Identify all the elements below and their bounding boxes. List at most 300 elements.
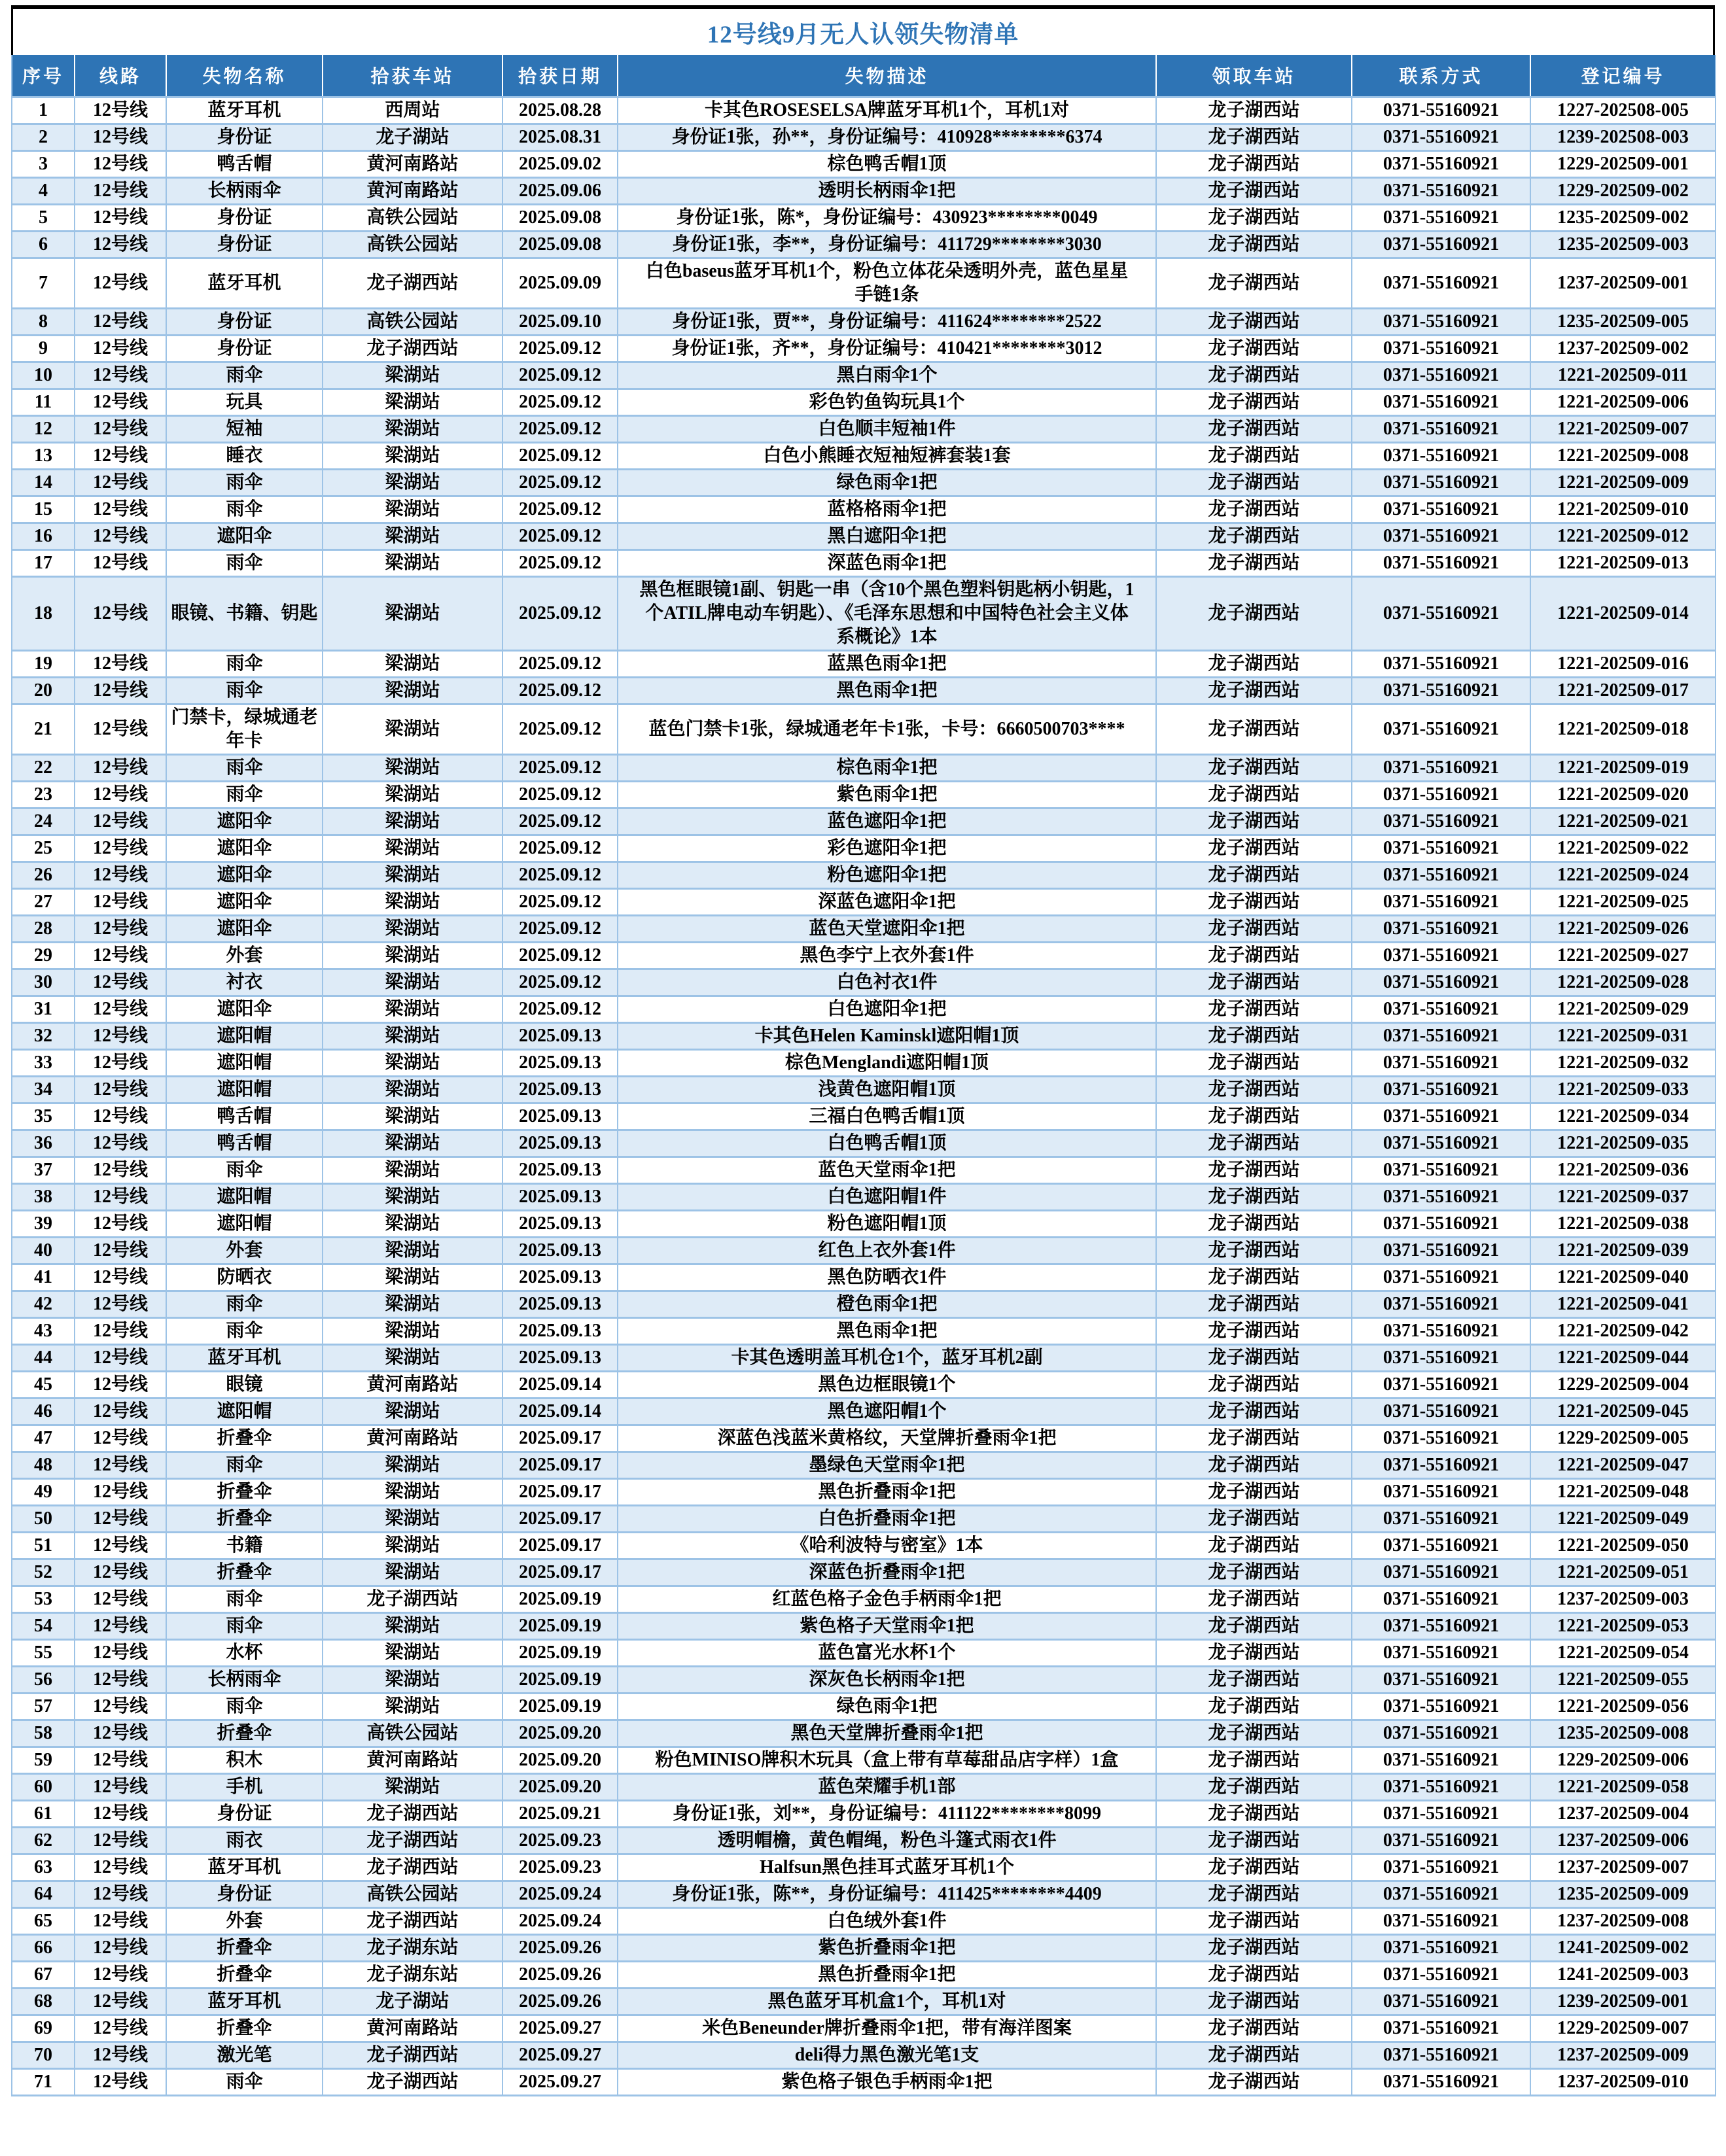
cell-description: 蓝色天堂遮阳伞1把 — [618, 915, 1156, 942]
cell-claim-station: 龙子湖西站 — [1156, 1773, 1352, 1800]
cell-found-station: 龙子湖站 — [323, 124, 502, 150]
cell-reg-number: 1221-202509-036 — [1530, 1156, 1716, 1183]
cell-claim-station: 龙子湖西站 — [1156, 754, 1352, 781]
cell-found-date: 2025.09.13 — [502, 1344, 618, 1371]
cell-item-name: 雨伞 — [166, 1452, 323, 1478]
cell-line: 12号线 — [75, 1156, 166, 1183]
cell-found-date: 2025.09.14 — [502, 1371, 618, 1398]
cell-line: 12号线 — [75, 942, 166, 969]
cell-description: 蓝色富光水杯1个 — [618, 1639, 1156, 1666]
cell-contact: 0371-55160921 — [1352, 549, 1530, 576]
table-row — [12, 1559, 1716, 1586]
cell-contact: 0371-55160921 — [1352, 523, 1530, 549]
column-header-found-date: 拾获日期 — [502, 55, 618, 97]
cell-reg-number: 1221-202509-026 — [1530, 915, 1716, 942]
cell-claim-station: 龙子湖西站 — [1156, 1237, 1352, 1264]
cell-line: 12号线 — [75, 861, 166, 888]
cell-item-name: 鸭舌帽 — [166, 1130, 323, 1156]
cell-found-station: 梁湖站 — [323, 1559, 502, 1586]
cell-found-station: 梁湖站 — [323, 1505, 502, 1532]
cell-item-name: 外套 — [166, 1907, 323, 1934]
cell-line: 12号线 — [75, 1183, 166, 1210]
cell-description: 蓝色遮阳伞1把 — [618, 808, 1156, 835]
cell-line: 12号线 — [75, 308, 166, 335]
cell-found-station: 龙子湖西站 — [323, 2068, 502, 2095]
cell-found-station: 梁湖站 — [323, 1773, 502, 1800]
cell-description: 白色遮阳帽1件 — [618, 1183, 1156, 1210]
cell-contact: 0371-55160921 — [1352, 781, 1530, 808]
cell-description: 橙色雨伞1把 — [618, 1291, 1156, 1317]
cell-contact: 0371-55160921 — [1352, 204, 1530, 231]
cell-claim-station: 龙子湖西站 — [1156, 231, 1352, 258]
cell-item-name: 身份证 — [166, 1800, 323, 1827]
cell-found-station: 黄河南路站 — [323, 1747, 502, 1773]
cell-contact: 0371-55160921 — [1352, 915, 1530, 942]
cell-item-name: 雨伞 — [166, 754, 323, 781]
cell-description: 白色衬衣1件 — [618, 969, 1156, 996]
cell-serial: 10 — [12, 362, 75, 389]
table-body — [12, 97, 1716, 2095]
cell-item-name: 身份证 — [166, 308, 323, 335]
table-row — [12, 1103, 1716, 1130]
cell-contact: 0371-55160921 — [1352, 1612, 1530, 1639]
cell-line: 12号线 — [75, 1210, 166, 1237]
cell-reg-number: 1241-202509-002 — [1530, 1934, 1716, 1961]
cell-contact: 0371-55160921 — [1352, 1425, 1530, 1452]
cell-contact: 0371-55160921 — [1352, 1237, 1530, 1264]
cell-serial: 19 — [12, 650, 75, 677]
cell-contact: 0371-55160921 — [1352, 1720, 1530, 1747]
cell-line: 12号线 — [75, 1961, 166, 1988]
cell-contact: 0371-55160921 — [1352, 1693, 1530, 1720]
cell-serial: 58 — [12, 1720, 75, 1747]
cell-contact: 0371-55160921 — [1352, 1747, 1530, 1773]
cell-contact: 0371-55160921 — [1352, 576, 1530, 650]
cell-claim-station: 龙子湖西站 — [1156, 1452, 1352, 1478]
table-row — [12, 1854, 1716, 1881]
cell-description: 白色绒外套1件 — [618, 1907, 1156, 1934]
cell-serial: 13 — [12, 442, 75, 469]
cell-claim-station: 龙子湖西站 — [1156, 996, 1352, 1022]
cell-found-station: 黄河南路站 — [323, 1371, 502, 1398]
cell-reg-number: 1221-202509-021 — [1530, 808, 1716, 835]
cell-reg-number: 1221-202509-048 — [1530, 1478, 1716, 1505]
cell-line: 12号线 — [75, 969, 166, 996]
cell-found-station: 龙子湖西站 — [323, 1907, 502, 1934]
cell-description: 蓝色荣耀手机1部 — [618, 1773, 1156, 1800]
cell-serial: 22 — [12, 754, 75, 781]
cell-reg-number: 1235-202509-005 — [1530, 308, 1716, 335]
cell-claim-station: 龙子湖西站 — [1156, 1022, 1352, 1049]
cell-found-station: 梁湖站 — [323, 1049, 502, 1076]
cell-contact: 0371-55160921 — [1352, 469, 1530, 496]
cell-contact: 0371-55160921 — [1352, 1344, 1530, 1371]
cell-serial: 63 — [12, 1854, 75, 1881]
cell-claim-station: 龙子湖西站 — [1156, 469, 1352, 496]
cell-contact: 0371-55160921 — [1352, 1666, 1530, 1693]
cell-found-station: 梁湖站 — [323, 1237, 502, 1264]
cell-line: 12号线 — [75, 97, 166, 124]
cell-description: 墨绿色天堂雨伞1把 — [618, 1452, 1156, 1478]
cell-line: 12号线 — [75, 1586, 166, 1612]
cell-serial: 5 — [12, 204, 75, 231]
cell-found-station: 梁湖站 — [323, 1612, 502, 1639]
cell-claim-station: 龙子湖西站 — [1156, 1130, 1352, 1156]
cell-line: 12号线 — [75, 1022, 166, 1049]
cell-reg-number: 1221-202509-016 — [1530, 650, 1716, 677]
cell-found-date: 2025.09.20 — [502, 1773, 618, 1800]
cell-contact: 0371-55160921 — [1352, 1934, 1530, 1961]
cell-serial: 50 — [12, 1505, 75, 1532]
cell-found-station: 梁湖站 — [323, 1022, 502, 1049]
cell-line: 12号线 — [75, 258, 166, 308]
cell-claim-station: 龙子湖西站 — [1156, 704, 1352, 754]
cell-contact: 0371-55160921 — [1352, 1988, 1530, 2015]
table-row — [12, 1586, 1716, 1612]
cell-claim-station: 龙子湖西站 — [1156, 335, 1352, 362]
cell-reg-number: 1237-202509-007 — [1530, 1854, 1716, 1881]
cell-line: 12号线 — [75, 1612, 166, 1639]
cell-found-date: 2025.09.19 — [502, 1666, 618, 1693]
cell-reg-number: 1221-202509-012 — [1530, 523, 1716, 549]
cell-reg-number: 1221-202509-054 — [1530, 1639, 1716, 1666]
cell-found-date: 2025.09.17 — [502, 1505, 618, 1532]
cell-line: 12号线 — [75, 362, 166, 389]
cell-reg-number: 1221-202509-042 — [1530, 1317, 1716, 1344]
cell-claim-station: 龙子湖西站 — [1156, 1720, 1352, 1747]
cell-item-name: 身份证 — [166, 231, 323, 258]
cell-reg-number: 1235-202509-008 — [1530, 1720, 1716, 1747]
cell-serial: 4 — [12, 177, 75, 204]
cell-reg-number: 1221-202509-020 — [1530, 781, 1716, 808]
cell-description: 透明长柄雨伞1把 — [618, 177, 1156, 204]
cell-contact: 0371-55160921 — [1352, 888, 1530, 915]
table-row — [12, 1505, 1716, 1532]
cell-reg-number: 1221-202509-032 — [1530, 1049, 1716, 1076]
cell-item-name: 眼镜 — [166, 1371, 323, 1398]
cell-found-date: 2025.09.12 — [502, 496, 618, 523]
cell-description: 紫色格子银色手柄雨伞1把 — [618, 2068, 1156, 2095]
cell-item-name: 雨伞 — [166, 1586, 323, 1612]
table-row — [12, 1693, 1716, 1720]
cell-item-name: 雨伞 — [166, 781, 323, 808]
column-header-found-station: 拾获车站 — [323, 55, 502, 97]
cell-item-name: 水杯 — [166, 1639, 323, 1666]
cell-description: 彩色钓鱼钩玩具1个 — [618, 389, 1156, 415]
cell-item-name: 长柄雨伞 — [166, 177, 323, 204]
cell-serial: 26 — [12, 861, 75, 888]
cell-item-name: 身份证 — [166, 335, 323, 362]
cell-reg-number: 1229-202509-002 — [1530, 177, 1716, 204]
cell-found-date: 2025.09.12 — [502, 549, 618, 576]
cell-claim-station: 龙子湖西站 — [1156, 1747, 1352, 1773]
cell-claim-station: 龙子湖西站 — [1156, 576, 1352, 650]
cell-description: 彩色遮阳伞1把 — [618, 835, 1156, 861]
cell-serial: 40 — [12, 1237, 75, 1264]
cell-contact: 0371-55160921 — [1352, 1022, 1530, 1049]
cell-found-station: 黄河南路站 — [323, 1425, 502, 1452]
cell-contact: 0371-55160921 — [1352, 996, 1530, 1022]
cell-serial: 67 — [12, 1961, 75, 1988]
cell-reg-number: 1221-202509-058 — [1530, 1773, 1716, 1800]
table-row — [12, 1988, 1716, 2015]
cell-serial: 51 — [12, 1532, 75, 1559]
cell-line: 12号线 — [75, 1103, 166, 1130]
cell-reg-number: 1221-202509-027 — [1530, 942, 1716, 969]
cell-found-station: 龙子湖西站 — [323, 258, 502, 308]
cell-claim-station: 龙子湖西站 — [1156, 415, 1352, 442]
cell-description: 棕色鸭舌帽1顶 — [618, 150, 1156, 177]
table-row — [12, 308, 1716, 335]
cell-item-name: 眼镜、书籍、钥匙 — [166, 576, 323, 650]
cell-serial: 30 — [12, 969, 75, 996]
table-row — [12, 1156, 1716, 1183]
cell-reg-number: 1237-202509-002 — [1530, 335, 1716, 362]
cell-item-name: 遮阳伞 — [166, 915, 323, 942]
cell-contact: 0371-55160921 — [1352, 942, 1530, 969]
cell-reg-number: 1221-202509-009 — [1530, 469, 1716, 496]
cell-claim-station: 龙子湖西站 — [1156, 1156, 1352, 1183]
cell-contact: 0371-55160921 — [1352, 835, 1530, 861]
cell-claim-station: 龙子湖西站 — [1156, 808, 1352, 835]
cell-serial: 16 — [12, 523, 75, 549]
table-row — [12, 442, 1716, 469]
cell-item-name: 遮阳伞 — [166, 861, 323, 888]
cell-reg-number: 1221-202509-022 — [1530, 835, 1716, 861]
cell-item-name: 防晒衣 — [166, 1264, 323, 1291]
cell-line: 12号线 — [75, 1800, 166, 1827]
table-row — [12, 469, 1716, 496]
cell-claim-station: 龙子湖西站 — [1156, 1907, 1352, 1934]
cell-line: 12号线 — [75, 704, 166, 754]
cell-contact: 0371-55160921 — [1352, 1183, 1530, 1210]
cell-found-date: 2025.09.12 — [502, 650, 618, 677]
cell-reg-number: 1221-202509-017 — [1530, 677, 1716, 704]
cell-reg-number: 1221-202509-045 — [1530, 1398, 1716, 1425]
table-row — [12, 1452, 1716, 1478]
cell-line: 12号线 — [75, 835, 166, 861]
cell-claim-station: 龙子湖西站 — [1156, 1854, 1352, 1881]
cell-contact: 0371-55160921 — [1352, 496, 1530, 523]
cell-found-station: 黄河南路站 — [323, 2015, 502, 2042]
cell-description: Halfsun黑色挂耳式蓝牙耳机1个 — [618, 1854, 1156, 1881]
cell-reg-number: 1229-202509-004 — [1530, 1371, 1716, 1398]
cell-found-station: 梁湖站 — [323, 1210, 502, 1237]
cell-serial: 7 — [12, 258, 75, 308]
cell-serial: 6 — [12, 231, 75, 258]
cell-serial: 37 — [12, 1156, 75, 1183]
cell-contact: 0371-55160921 — [1352, 231, 1530, 258]
cell-found-date: 2025.09.17 — [502, 1478, 618, 1505]
cell-claim-station: 龙子湖西站 — [1156, 969, 1352, 996]
cell-item-name: 门禁卡，绿城通老年卡 — [166, 704, 323, 754]
cell-contact: 0371-55160921 — [1352, 415, 1530, 442]
cell-found-date: 2025.09.27 — [502, 2068, 618, 2095]
cell-description: 棕色Menglandi遮阳帽1顶 — [618, 1049, 1156, 1076]
cell-found-date: 2025.09.12 — [502, 469, 618, 496]
cell-reg-number: 1241-202509-003 — [1530, 1961, 1716, 1988]
cell-line: 12号线 — [75, 415, 166, 442]
cell-found-date: 2025.09.12 — [502, 576, 618, 650]
cell-found-station: 梁湖站 — [323, 781, 502, 808]
cell-claim-station: 龙子湖西站 — [1156, 1961, 1352, 1988]
cell-found-date: 2025.09.21 — [502, 1800, 618, 1827]
cell-serial: 65 — [12, 1907, 75, 1934]
cell-line: 12号线 — [75, 389, 166, 415]
cell-claim-station: 龙子湖西站 — [1156, 1049, 1352, 1076]
table-row — [12, 1478, 1716, 1505]
cell-reg-number: 1235-202509-003 — [1530, 231, 1716, 258]
cell-reg-number: 1239-202509-001 — [1530, 1988, 1716, 2015]
cell-found-station: 梁湖站 — [323, 549, 502, 576]
cell-found-station: 梁湖站 — [323, 1344, 502, 1371]
cell-claim-station: 龙子湖西站 — [1156, 1934, 1352, 1961]
cell-contact: 0371-55160921 — [1352, 258, 1530, 308]
cell-found-station: 高铁公园站 — [323, 1881, 502, 1907]
cell-contact: 0371-55160921 — [1352, 1264, 1530, 1291]
cell-found-station: 梁湖站 — [323, 1452, 502, 1478]
cell-item-name: 雨伞 — [166, 1693, 323, 1720]
cell-contact: 0371-55160921 — [1352, 1532, 1530, 1559]
cell-serial: 39 — [12, 1210, 75, 1237]
table-row — [12, 1049, 1716, 1076]
cell-line: 12号线 — [75, 1666, 166, 1693]
cell-claim-station: 龙子湖西站 — [1156, 1103, 1352, 1130]
cell-line: 12号线 — [75, 231, 166, 258]
table-row — [12, 1800, 1716, 1827]
table-row — [12, 1264, 1716, 1291]
cell-reg-number: 1221-202509-040 — [1530, 1264, 1716, 1291]
table-row — [12, 1291, 1716, 1317]
cell-description: 黑色防晒衣1件 — [618, 1264, 1156, 1291]
cell-reg-number: 1221-202509-055 — [1530, 1666, 1716, 1693]
table-row — [12, 704, 1716, 754]
column-header-claim-station: 领取车站 — [1156, 55, 1352, 97]
cell-description: 深蓝色雨伞1把 — [618, 549, 1156, 576]
cell-contact: 0371-55160921 — [1352, 1291, 1530, 1317]
table-row — [12, 1773, 1716, 1800]
cell-reg-number: 1221-202509-029 — [1530, 996, 1716, 1022]
cell-serial: 59 — [12, 1747, 75, 1773]
cell-found-station: 梁湖站 — [323, 915, 502, 942]
cell-description: 蓝格格雨伞1把 — [618, 496, 1156, 523]
cell-line: 12号线 — [75, 469, 166, 496]
cell-description: 黑色边框眼镜1个 — [618, 1371, 1156, 1398]
cell-line: 12号线 — [75, 888, 166, 915]
cell-claim-station: 龙子湖西站 — [1156, 1291, 1352, 1317]
cell-description: 身份证1张，陈*，身份证编号：430923********0049 — [618, 204, 1156, 231]
table-row — [12, 1425, 1716, 1452]
table-row — [12, 1934, 1716, 1961]
cell-found-date: 2025.09.13 — [502, 1156, 618, 1183]
cell-found-station: 梁湖站 — [323, 523, 502, 549]
table-row — [12, 1532, 1716, 1559]
cell-line: 12号线 — [75, 177, 166, 204]
cell-description: 深蓝色折叠雨伞1把 — [618, 1559, 1156, 1586]
cell-description: 深蓝色遮阳伞1把 — [618, 888, 1156, 915]
cell-contact: 0371-55160921 — [1352, 1639, 1530, 1666]
cell-item-name: 雨伞 — [166, 1291, 323, 1317]
cell-claim-station: 龙子湖西站 — [1156, 1586, 1352, 1612]
cell-claim-station: 龙子湖西站 — [1156, 308, 1352, 335]
cell-claim-station: 龙子湖西站 — [1156, 942, 1352, 969]
cell-serial: 24 — [12, 808, 75, 835]
cell-found-date: 2025.09.13 — [502, 1076, 618, 1103]
cell-found-station: 西周站 — [323, 97, 502, 124]
cell-line: 12号线 — [75, 150, 166, 177]
cell-claim-station: 龙子湖西站 — [1156, 523, 1352, 549]
cell-claim-station: 龙子湖西站 — [1156, 1612, 1352, 1639]
cell-found-date: 2025.09.13 — [502, 1317, 618, 1344]
cell-item-name: 外套 — [166, 942, 323, 969]
cell-found-date: 2025.09.19 — [502, 1639, 618, 1666]
cell-line: 12号线 — [75, 1264, 166, 1291]
cell-contact: 0371-55160921 — [1352, 1881, 1530, 1907]
cell-item-name: 遮阳帽 — [166, 1210, 323, 1237]
cell-line: 12号线 — [75, 754, 166, 781]
cell-found-station: 梁湖站 — [323, 469, 502, 496]
cell-found-date: 2025.09.12 — [502, 677, 618, 704]
cell-serial: 49 — [12, 1478, 75, 1505]
cell-reg-number: 1221-202509-007 — [1530, 415, 1716, 442]
cell-reg-number: 1221-202509-014 — [1530, 576, 1716, 650]
cell-description: 紫色格子天堂雨伞1把 — [618, 1612, 1156, 1639]
cell-reg-number: 1221-202509-056 — [1530, 1693, 1716, 1720]
cell-serial: 36 — [12, 1130, 75, 1156]
cell-claim-station: 龙子湖西站 — [1156, 177, 1352, 204]
cell-description: 米色Beneunder牌折叠雨伞1把，带有海洋图案 — [618, 2015, 1156, 2042]
cell-reg-number: 1221-202509-010 — [1530, 496, 1716, 523]
cell-item-name: 折叠伞 — [166, 1505, 323, 1532]
cell-description: 紫色折叠雨伞1把 — [618, 1934, 1156, 1961]
cell-reg-number: 1237-202509-001 — [1530, 258, 1716, 308]
table-row — [12, 1881, 1716, 1907]
cell-found-station: 龙子湖西站 — [323, 1586, 502, 1612]
cell-found-station: 梁湖站 — [323, 996, 502, 1022]
table-row — [12, 1666, 1716, 1693]
cell-found-station: 梁湖站 — [323, 362, 502, 389]
cell-claim-station: 龙子湖西站 — [1156, 204, 1352, 231]
cell-found-station: 龙子湖西站 — [323, 1827, 502, 1854]
cell-found-date: 2025.09.12 — [502, 996, 618, 1022]
column-header-serial: 序号 — [12, 55, 75, 97]
cell-serial: 33 — [12, 1049, 75, 1076]
cell-found-station: 梁湖站 — [323, 861, 502, 888]
cell-contact: 0371-55160921 — [1352, 1505, 1530, 1532]
cell-description: 透明帽檐，黄色帽绳，粉色斗篷式雨衣1件 — [618, 1827, 1156, 1854]
cell-reg-number: 1229-202509-001 — [1530, 150, 1716, 177]
cell-claim-station: 龙子湖西站 — [1156, 549, 1352, 576]
cell-serial: 15 — [12, 496, 75, 523]
cell-serial: 44 — [12, 1344, 75, 1371]
table-row — [12, 1210, 1716, 1237]
column-header-line: 线路 — [75, 55, 166, 97]
cell-contact: 0371-55160921 — [1352, 1452, 1530, 1478]
cell-found-station: 梁湖站 — [323, 415, 502, 442]
cell-claim-station: 龙子湖西站 — [1156, 1076, 1352, 1103]
cell-found-date: 2025.09.12 — [502, 969, 618, 996]
cell-claim-station: 龙子湖西站 — [1156, 124, 1352, 150]
cell-found-station: 梁湖站 — [323, 1103, 502, 1130]
cell-serial: 34 — [12, 1076, 75, 1103]
cell-description: 粉色遮阳帽1顶 — [618, 1210, 1156, 1237]
cell-claim-station: 龙子湖西站 — [1156, 258, 1352, 308]
cell-description: 黑色李宁上衣外套1件 — [618, 942, 1156, 969]
cell-found-date: 2025.09.23 — [502, 1827, 618, 1854]
cell-serial: 23 — [12, 781, 75, 808]
cell-reg-number: 1221-202509-008 — [1530, 442, 1716, 469]
cell-description: 蓝黑色雨伞1把 — [618, 650, 1156, 677]
